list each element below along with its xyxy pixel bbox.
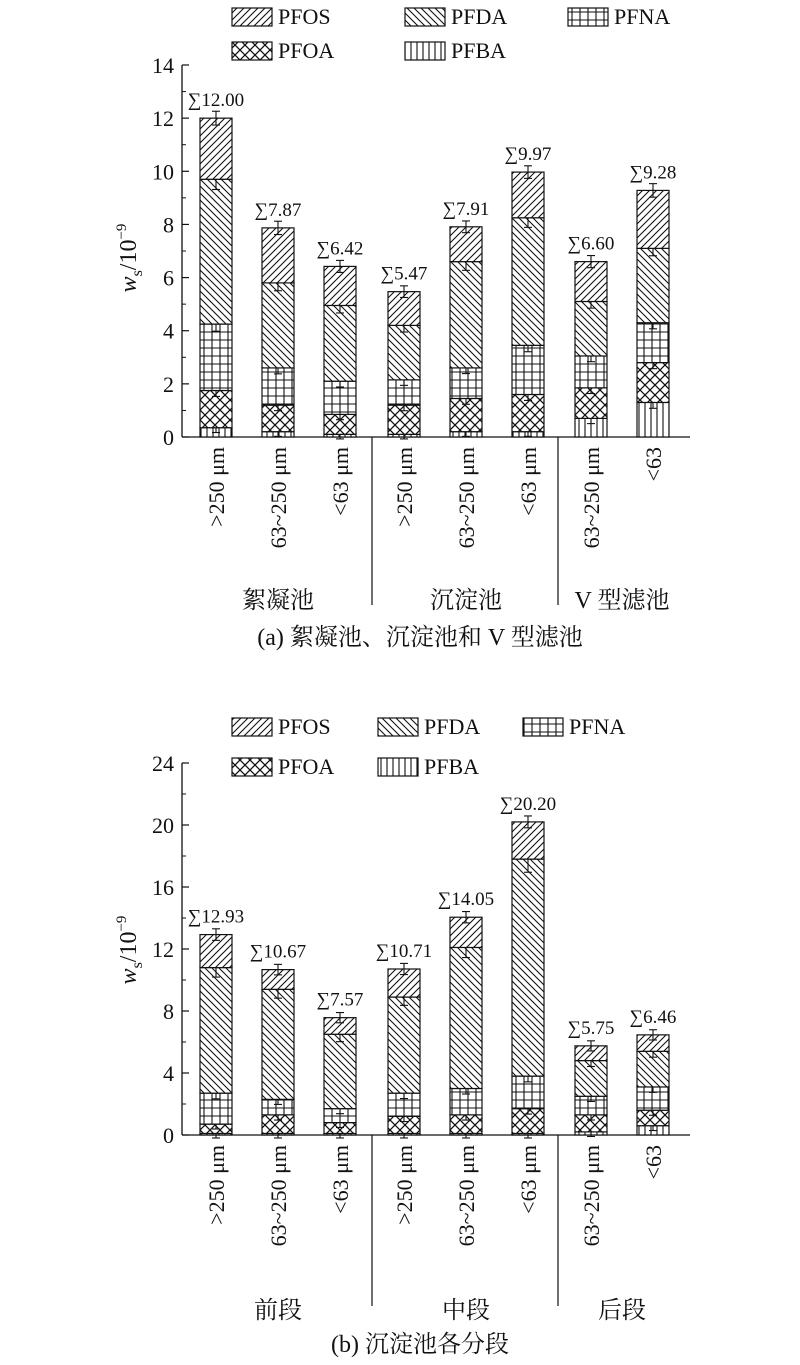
y-tick-label: 6 [163, 265, 174, 291]
bar-stack [388, 963, 420, 1138]
legend-swatch [523, 718, 563, 736]
bar-total-label: ∑9.28 [629, 162, 677, 184]
bar-stack [637, 1030, 669, 1135]
bar-segment-pfda [388, 997, 420, 1093]
bar-segment-pfda [324, 1034, 356, 1108]
x-tick-label: >250 μm [392, 447, 417, 527]
legend-item-pfna [568, 4, 670, 29]
bar-total-label: ∑6.60 [567, 233, 615, 255]
legend-item-pfna [523, 714, 625, 739]
x-tick-label: <63 [641, 447, 666, 482]
legend-label: PFDA [424, 714, 481, 739]
bar-segment-pfos [512, 172, 544, 218]
bar-stack [262, 221, 294, 437]
y-tick-label: 4 [163, 1061, 174, 1086]
y-axis-label: $w_s/10^{-9}$ [114, 915, 146, 985]
legend-label: PFOS [278, 714, 331, 739]
x-tick-label: >250 μm [204, 1145, 229, 1225]
legend-label: PFOA [278, 38, 335, 63]
y-tick-label: 0 [163, 1123, 174, 1148]
group-label: 中段 [442, 1298, 490, 1324]
y-tick-label: 12 [152, 106, 174, 132]
bar-segment-pfos [262, 228, 294, 283]
legend-swatch [568, 8, 608, 26]
bar-stack [637, 184, 669, 437]
chart-b [114, 714, 690, 1358]
legend-swatch [405, 8, 445, 26]
bar-total-label: ∑14.05 [437, 889, 495, 911]
legend-item-pfba [378, 754, 479, 779]
group-label: 后段 [598, 1298, 646, 1324]
legend-item-pfda [378, 714, 480, 739]
bar-total-label: ∑6.46 [629, 1006, 677, 1028]
y-tick-label: 8 [163, 212, 174, 238]
legend-swatch [232, 8, 272, 26]
chart-a [114, 4, 690, 651]
x-tick-label: <63 [641, 1145, 666, 1180]
legend-item-pfba [405, 38, 506, 63]
y-tick-label: 12 [152, 937, 174, 962]
legend-swatch [378, 718, 418, 736]
y-axis-label: $w_s/10^{-9}$ [114, 223, 146, 293]
bar-segment-pfda [200, 968, 232, 1094]
bar-total-label: ∑20.20 [499, 793, 557, 815]
bar-stack [450, 912, 482, 1138]
x-tick-label: <63 μm [516, 1145, 541, 1214]
bar-total-label: ∑12.93 [187, 906, 245, 928]
bar-segment-pfda [450, 262, 482, 368]
legend-item-pfos [232, 4, 331, 29]
bar-total-label: ∑5.47 [380, 263, 428, 285]
x-tick-label: 63~250 μm [579, 447, 604, 549]
y-tick-label: 0 [163, 425, 174, 450]
bar-segment-pfda [262, 283, 294, 368]
legend-label: PFDA [451, 4, 508, 29]
bar-total-label: ∑12.00 [187, 90, 245, 112]
bar-stack [388, 286, 420, 439]
bar-stack [324, 260, 356, 439]
bar-stack [200, 111, 232, 437]
legend-swatch [378, 758, 418, 776]
y-tick-label: 10 [152, 159, 174, 185]
y-tick-label: 16 [152, 875, 174, 900]
bar-stack [450, 221, 482, 437]
bar-total-label: ∑10.67 [249, 941, 307, 963]
chart-caption: (a) 絮凝池、沉淀池和 V 型滤池 [257, 625, 583, 651]
x-tick-label: 63~250 μm [454, 1145, 479, 1247]
bar-segment-pfda [324, 305, 356, 381]
y-tick-label: 8 [163, 999, 174, 1024]
legend-item-pfoa [232, 38, 334, 63]
legend-swatch [232, 718, 272, 736]
bar-segment-pfda [450, 947, 482, 1088]
y-tick-label: 20 [152, 813, 174, 838]
bar-stack [324, 1013, 356, 1138]
bar-stack [512, 166, 544, 437]
bar-segment-pfda [512, 859, 544, 1076]
legend-label: PFOA [278, 754, 335, 779]
bar-total-label: ∑10.71 [375, 940, 433, 962]
bar-segment-pfda [388, 325, 420, 379]
x-tick-label: 63~250 μm [579, 1145, 604, 1247]
group-label: V 型滤池 [574, 588, 670, 614]
bar-stack [575, 256, 607, 437]
bar-segment-pfos [637, 190, 669, 248]
legend-label: PFNA [569, 714, 626, 739]
x-tick-label: <63 μm [516, 447, 541, 516]
legend-label: PFBA [451, 38, 507, 63]
legend-label: PFNA [614, 4, 671, 29]
x-tick-label: 63~250 μm [266, 1145, 291, 1247]
legend-item-pfoa [232, 754, 334, 779]
bar-segment-pfda [575, 301, 607, 355]
bar-segment-pfda [200, 179, 232, 324]
legend-item-pfda [405, 4, 507, 29]
bar-segment-pfna [200, 324, 232, 390]
group-label: 前段 [254, 1298, 302, 1324]
bar-total-label: ∑6.42 [316, 238, 364, 260]
bar-segment-pfda [262, 989, 294, 1099]
bar-total-label: ∑7.91 [442, 198, 490, 220]
bar-segment-pfna [512, 345, 544, 394]
y-tick-label: 24 [152, 751, 174, 776]
group-label: 沉淀池 [430, 588, 502, 614]
group-label: 絮凝池 [242, 588, 314, 614]
bar-stack [575, 1041, 607, 1137]
bar-segment-pfda [637, 248, 669, 322]
x-tick-label: 63~250 μm [454, 447, 479, 549]
y-tick-label: 14 [152, 53, 174, 78]
y-tick-label: 4 [163, 318, 174, 344]
bar-stack [512, 816, 544, 1138]
bar-total-label: ∑7.87 [254, 199, 302, 221]
bar-stack [200, 929, 232, 1138]
bar-segment-pfda [512, 218, 544, 346]
legend-label: PFBA [424, 754, 480, 779]
legend-swatch [232, 42, 272, 60]
legend-swatch [232, 758, 272, 776]
bar-total-label: ∑9.97 [504, 144, 552, 166]
chart-caption: (b) 沉淀池各分段 [331, 1332, 509, 1358]
legend-swatch [405, 42, 445, 60]
bar-total-label: ∑7.57 [316, 989, 364, 1011]
legend-label: PFOS [278, 4, 331, 29]
x-tick-label: <63 μm [328, 1145, 353, 1214]
legend-item-pfos [232, 714, 331, 739]
x-tick-label: >250 μm [392, 1145, 417, 1225]
x-tick-label: >250 μm [204, 447, 229, 527]
x-tick-label: 63~250 μm [266, 447, 291, 549]
x-tick-label: <63 μm [328, 447, 353, 516]
bar-segment-pfos [200, 118, 232, 179]
bar-total-label: ∑5.75 [567, 1017, 615, 1039]
y-tick-label: 2 [163, 371, 174, 397]
bar-stack [262, 964, 294, 1138]
